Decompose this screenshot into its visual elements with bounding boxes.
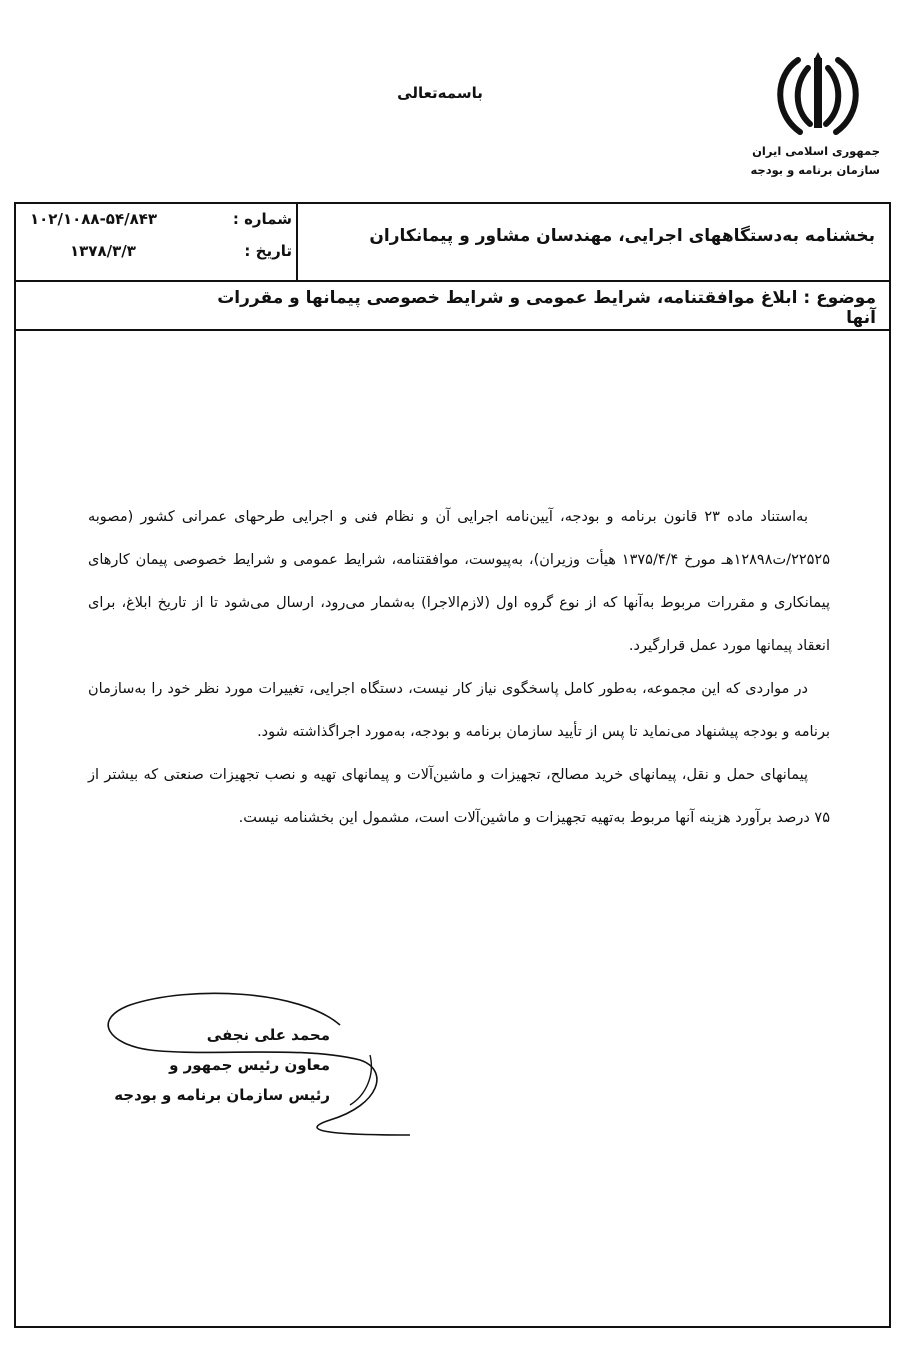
number-value: ۱۰۲/۱۰۸۸-۵۴/۸۴۳: [30, 210, 158, 228]
addressee-line: بخشنامه به‌دستگاههای اجرایی، مهندسان مشاور و پیمانکاران: [369, 226, 875, 246]
meta-divider: [296, 202, 298, 282]
letter-body: [88, 496, 830, 840]
header-divider: [14, 280, 891, 282]
signatory-title-1: معاون رئیس جمهور و: [169, 1056, 330, 1074]
organization-name: [680, 142, 880, 180]
subject-line: موضوع : ابلاغ موافقتنامه، شرایط عمومی و شرایط خصوصی پیمانها و مقررات آنها: [217, 288, 876, 328]
bismillah-heading: باسمه‌تعالی: [397, 84, 483, 102]
letter-number-row: [30, 210, 292, 234]
number-label: شماره :: [232, 210, 292, 228]
body-paragraph: در مواردی که این مجموعه، به‌طور کامل پاسخگوی نیاز کار نیست، دستگاه اجرایی، تغییرات مورد نظر خود را به‌سازمان برنامه و بودجه پیشنهاد می‌نماید تا پس از تأیید سازمان برنامه و بودجه، به‌مورد اجراگذاشته شود.: [88, 681, 830, 740]
body-paragraph: به‌استناد ماده ۲۳ قانون برنامه و بودجه، آیین‌نامه اجرایی آن و نظام فنی و اجرایی طرحهای عمرانی کشور (مصوبه ۲۲۵۲۵/ت۱۲۸۹۸هـ مورخ ۱۳۷۵/۴/۴ هیأت وزیران)، به‌پیوست، موافقتنامه، شرایط عمومی و شرایط خصوصی پیمان کارهای پیمانکاری و مقررات مربوط به‌آنها که از نوع گروه اول (لازم‌الاجرا) به‌شمار می‌رود، ارسال می‌شود تا از تاریخ ابلاغ، برای انعقاد پیمانها مورد عمل قرارگیرد.: [88, 509, 831, 654]
letter-date-row: [30, 242, 292, 266]
org-line-country: جمهوری اسلامی ایران: [752, 144, 880, 158]
body-paragraph: پیمانهای حمل و نقل، پیمانهای خرید مصالح، تجهیزات و ماشین‌آلات و پیمانهای تهیه و نصب تجهیزات صنعتی که بیشتر از ۷۵ درصد برآورد هزینه آنها مربوط به‌تهیه تجهیزات و ماشین‌آلات است، مشمول این بخشنامه نیست.: [88, 767, 830, 826]
iran-emblem-icon: [768, 52, 868, 142]
signatory-title-2: رئیس سازمان برنامه و بودجه: [114, 1086, 330, 1104]
org-line-ministry: سازمان برنامه و بودجه: [750, 163, 880, 177]
signatory-block: [100, 1020, 330, 1110]
date-value: ۱۳۷۸/۳/۳: [70, 242, 136, 260]
subject-divider: [14, 329, 891, 331]
date-label: تاریخ :: [244, 242, 292, 260]
signatory-name: محمد علی نجفی: [206, 1026, 330, 1044]
